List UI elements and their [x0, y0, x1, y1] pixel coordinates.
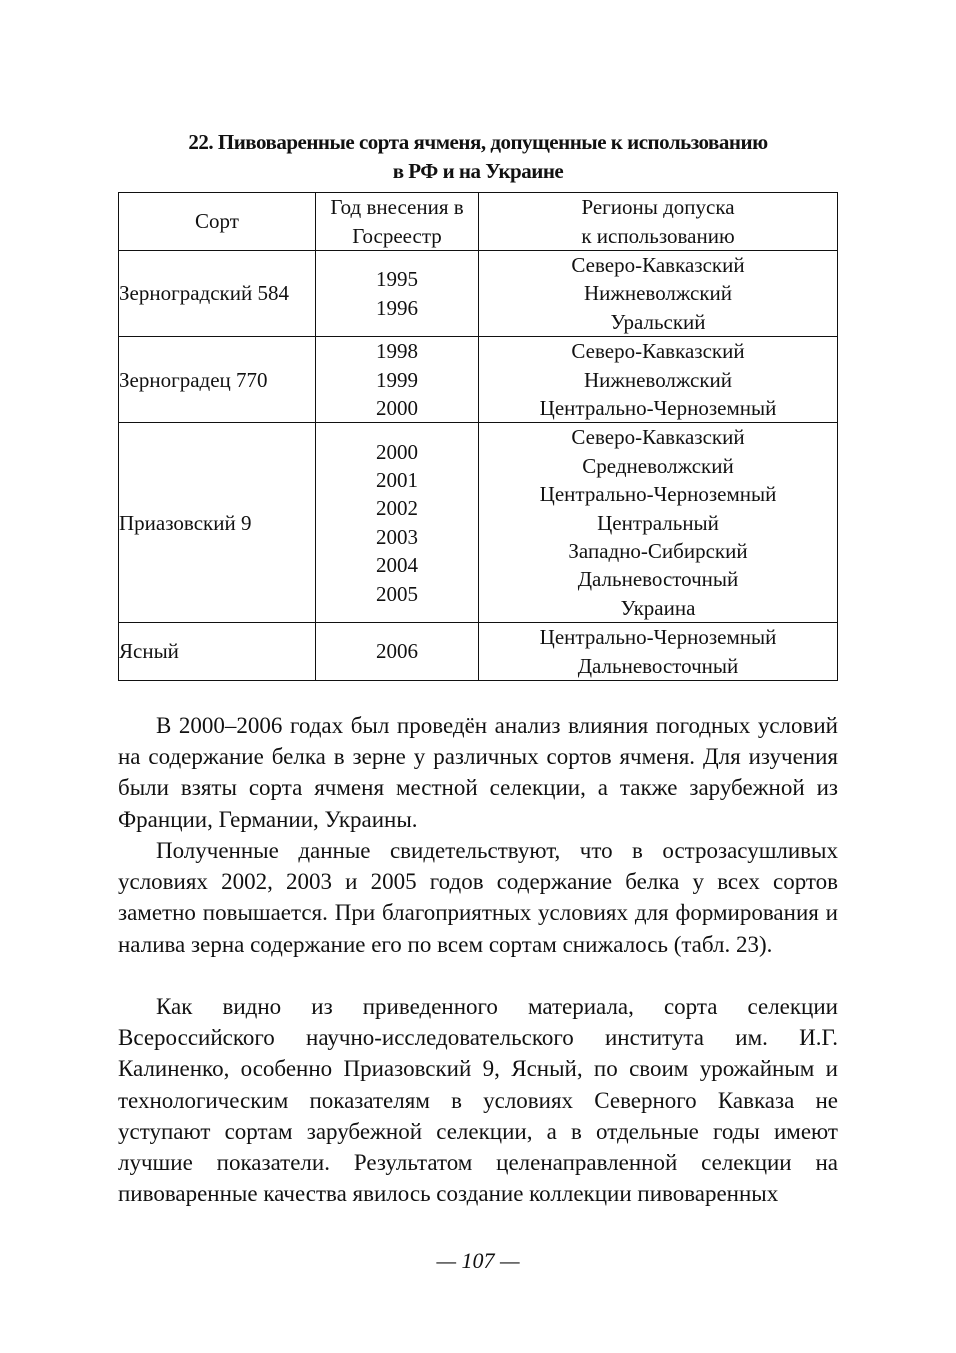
body-paragraph: В 2000–2006 годах был проведён анализ влияния погодных условий на содержание белка в зерне у различных сортов ячменя. Для изучения были взяты сорта ячменя местной селекции, а также зарубежной из Франции, Германии, Украины.: [118, 713, 838, 832]
header-year: [316, 193, 479, 251]
caption-line-2: в РФ и на Украине: [392, 159, 564, 183]
registry-years: [316, 251, 479, 337]
region-value: Центрально-Черноземный: [539, 482, 777, 507]
year-value: 2004: [376, 553, 418, 578]
registry-years: [316, 337, 479, 423]
region-value: Нижневолжский: [583, 367, 733, 392]
table-row: [119, 251, 838, 337]
year-value: 1996: [376, 295, 418, 320]
variety-name: Зерноградский 584: [119, 251, 316, 337]
region-value: Центрально-Черноземный: [539, 625, 777, 650]
variety-name: Приазовский 9: [119, 423, 316, 623]
year-value: 2003: [376, 524, 418, 549]
year-value: 2006: [376, 639, 418, 664]
region-value: Украина: [620, 595, 696, 620]
region-value: Центральный: [597, 510, 719, 535]
variety-name: Ясный: [119, 623, 316, 681]
caption-line-1: 22. Пивоваренные сорта ячменя, допущенные к использованию: [188, 130, 768, 154]
year-value: 2001: [376, 468, 418, 493]
year-value: 2005: [376, 581, 418, 606]
header-regions-line: Регионы допуска: [581, 195, 735, 220]
registry-years: [316, 623, 479, 681]
header-year-line: Госреестр: [352, 223, 442, 248]
region-value: Нижневолжский: [583, 281, 733, 306]
header-year-line: Год внесения в: [330, 195, 464, 220]
page-number: — 107 —: [436, 1248, 520, 1273]
region-value: Дальневосточный: [577, 567, 739, 592]
table-header-row: [119, 193, 838, 251]
admission-regions: [479, 337, 838, 423]
region-value: Уральский: [610, 309, 706, 334]
body-paragraph: Полученные данные свидетельствуют, что в острозасушливых условиях 2002, 2003 и 2005 годов содержание белка у всех сортов заметно повышается. При благоприятных условиях для формирования и налива зерна содержание его по всем сортам снижалось (табл. 23).: [118, 838, 838, 957]
region-value: Средневолжский: [582, 453, 734, 478]
region-value: Северо-Кавказский: [571, 425, 745, 450]
admission-regions: [479, 423, 838, 623]
body-paragraph: Как видно из приведенного материала, сорта селекции Всероссийского научно-исследовательского института им. И.Г. Калиненко, особенно Приазовский 9, Ясный, по своим урожайным и технологическим показателям в условиях Северного Кавказа не уступают сортам зарубежной селекции, а в отдельные годы имеют лучшие показатели. Результатом целенаправленной селекции на пивоваренные качества явилось создание коллекции пивоваренных: [118, 994, 838, 1207]
table-caption: [118, 128, 838, 186]
registry-years: [316, 423, 479, 623]
region-value: Западно-Сибирский: [568, 539, 748, 564]
header-variety: Сорт: [119, 193, 316, 251]
table-row: [119, 423, 838, 623]
year-value: 1999: [376, 367, 418, 392]
table-row: [119, 623, 838, 681]
region-value: Дальневосточный: [577, 653, 739, 678]
year-value: 2000: [376, 396, 418, 421]
region-value: Центрально-Черноземный: [539, 396, 777, 421]
variety-name: Зерноградец 770: [119, 337, 316, 423]
admission-regions: [479, 251, 838, 337]
header-regions: [479, 193, 838, 251]
year-value: 1998: [376, 339, 418, 364]
region-value: Северо-Кавказский: [571, 339, 745, 364]
region-value: Северо-Кавказский: [571, 253, 745, 277]
year-value: 1995: [376, 267, 418, 292]
header-regions-line: к использованию: [581, 223, 735, 248]
year-value: 2002: [376, 496, 418, 521]
year-value: 2000: [376, 439, 418, 464]
barley-varieties-table: [118, 192, 838, 681]
admission-regions: [479, 623, 838, 681]
table-row: [119, 337, 838, 423]
